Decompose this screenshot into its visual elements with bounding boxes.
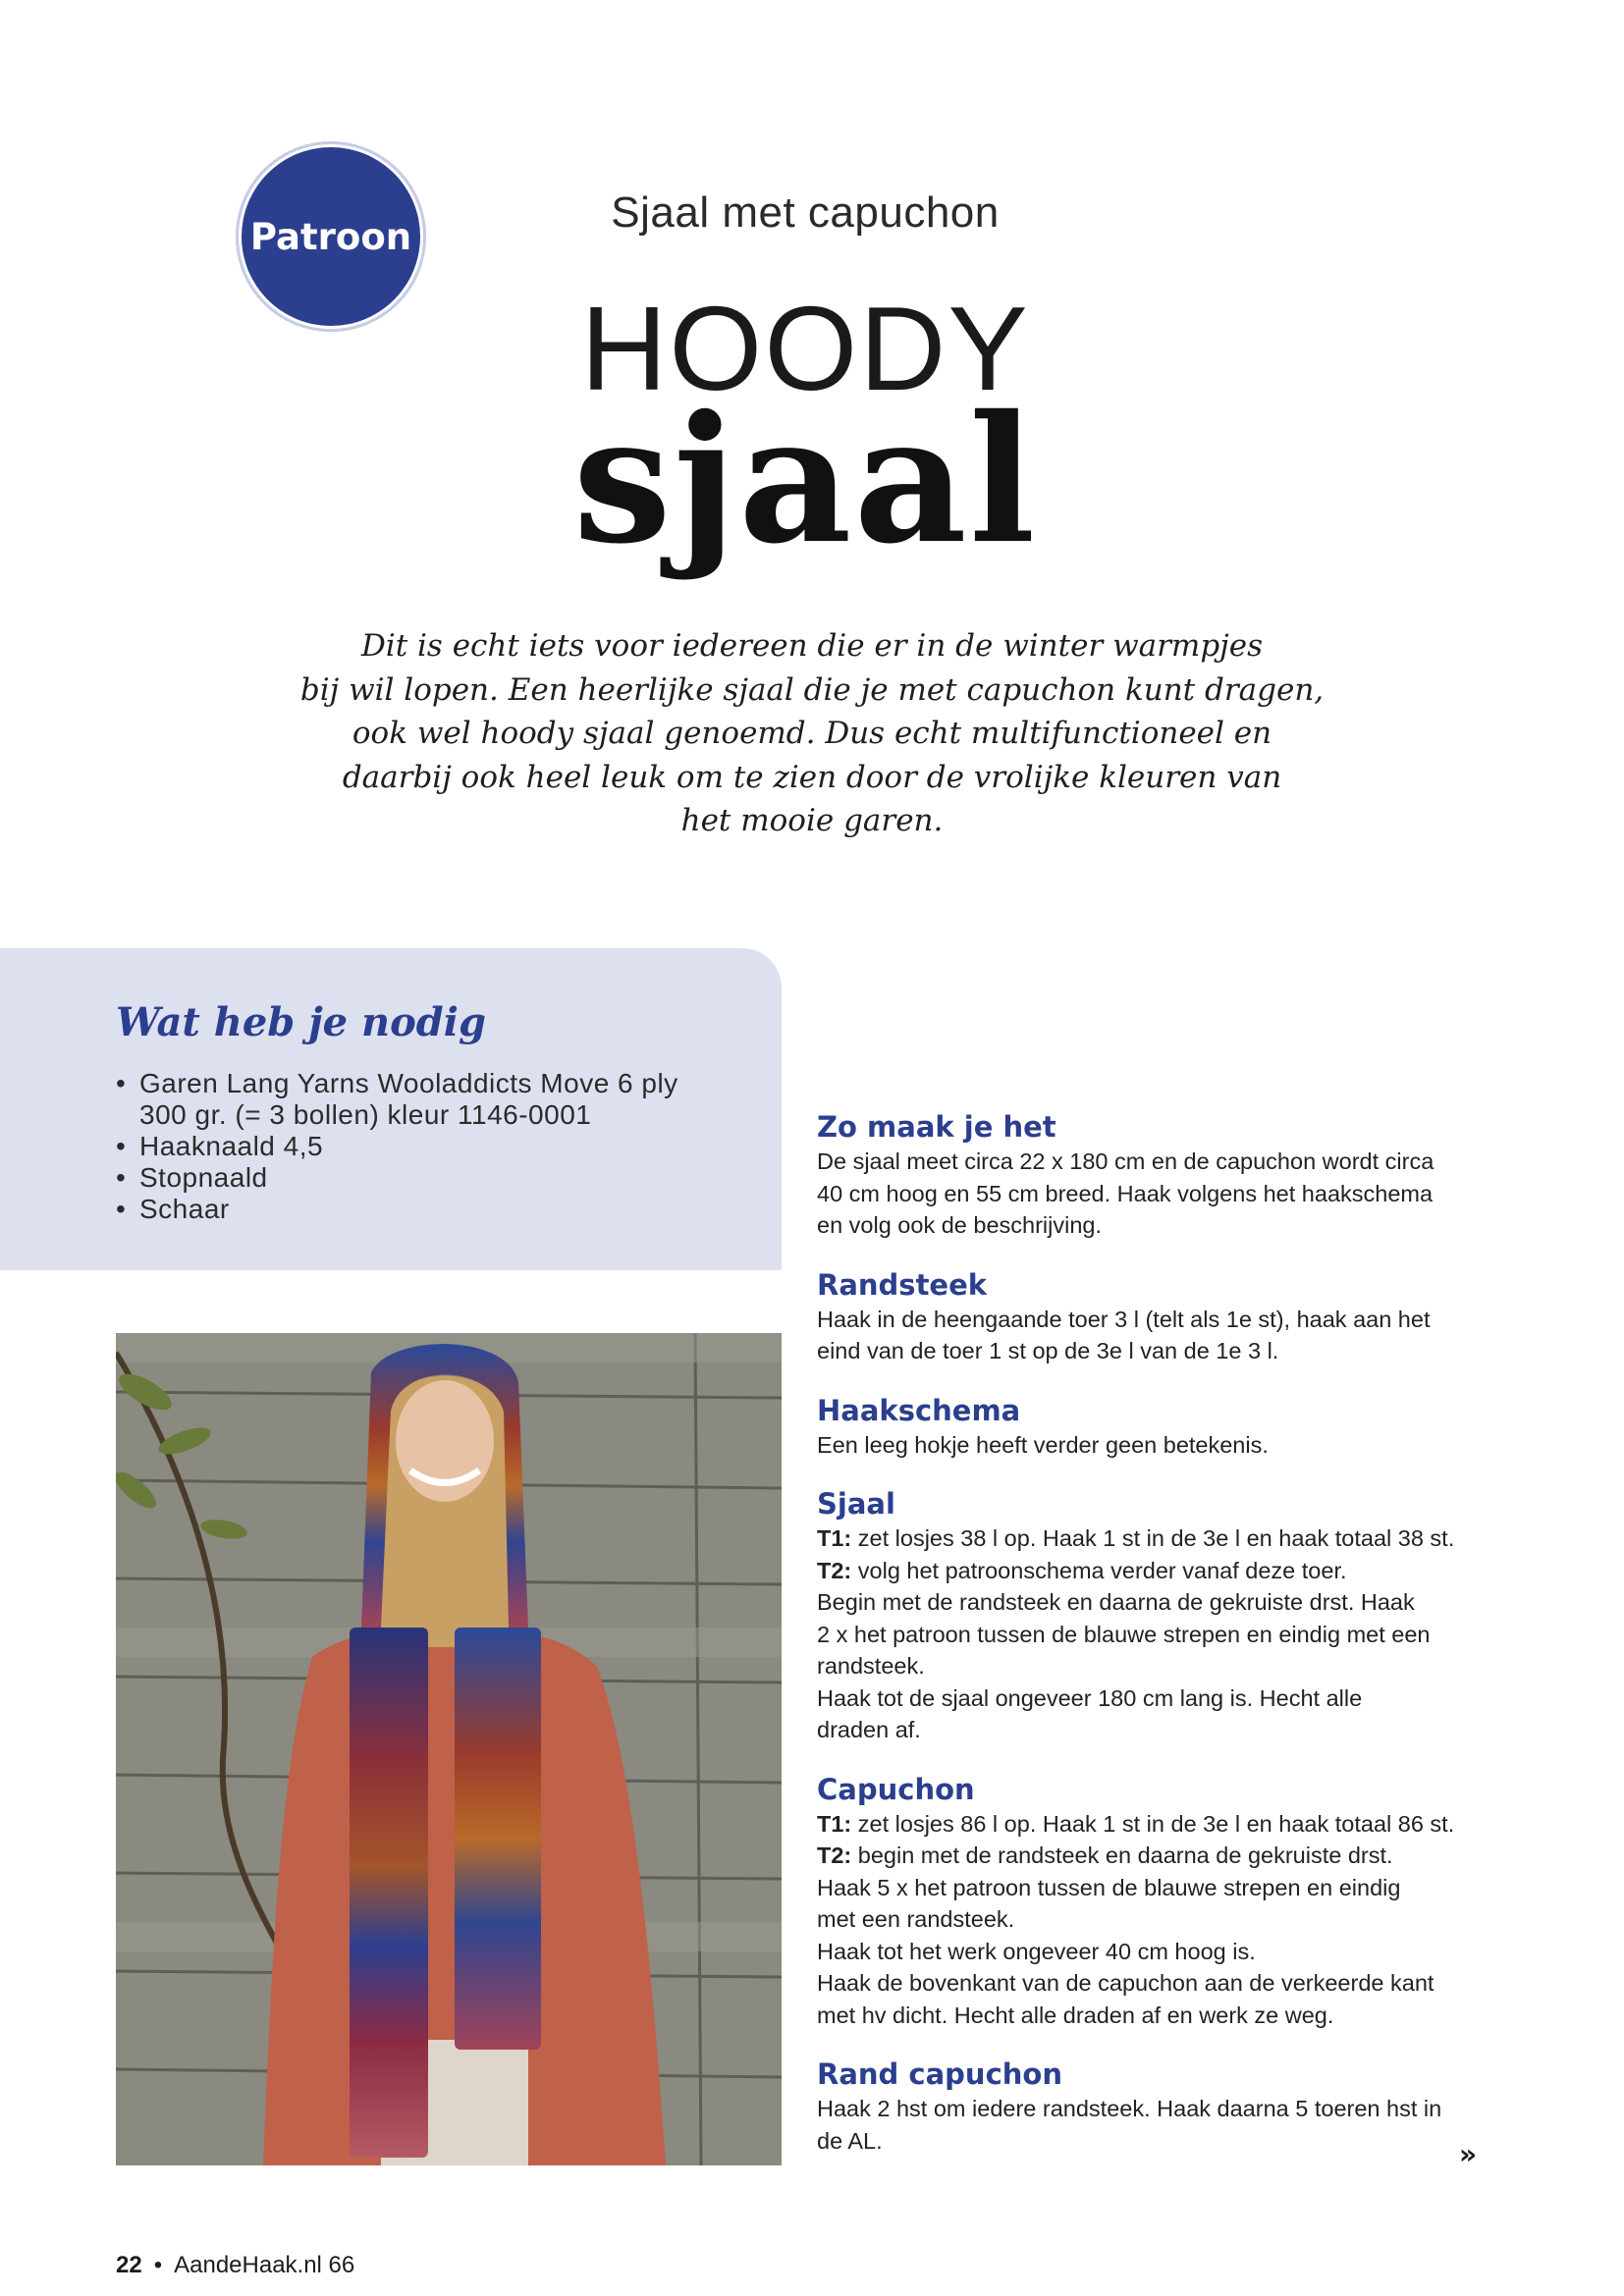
section-capuchon — [817, 1772, 1494, 2032]
bullet-icon: • — [116, 1162, 127, 1193]
materials-item: • Garen Lang Yarns Wooladdicts Move 6 ply — [116, 1068, 678, 1098]
intro-line: ook wel hoody sjaal genoemd. Dus echt multifunctioneel en — [352, 716, 1272, 751]
materials-item-continuation: 300 gr. (= 3 bollen) kleur 1146-0001 — [139, 1099, 592, 1130]
patroon-badge — [242, 147, 420, 326]
text-line: en volg ook de beschrijving. — [817, 1212, 1103, 1238]
row-instruction: T1: zet losjes 86 l op. Haak 1 st in de 3e l en haak totaal 86 st. — [817, 1810, 1455, 1837]
footer-separator: • — [153, 2252, 163, 2278]
text-line: eind van de toer 1 st op de 3e l van de 1e 3 l. — [817, 1338, 1279, 1363]
section-heading: Randsteek — [817, 1267, 988, 1302]
intro-paragraph — [275, 624, 1349, 843]
bullet-icon: • — [116, 1194, 127, 1224]
row-instruction: T2: begin met de randsteek en daarna de gekruiste drst. — [817, 1842, 1393, 1868]
section-heading: Zo maak je het — [817, 1110, 1056, 1144]
instructions-column — [817, 1109, 1494, 2182]
intro-line: daarbij ook heel leuk om te zien door de vrolijke kleuren van — [342, 759, 1282, 795]
bullet-icon: • — [116, 1131, 127, 1161]
intro-line: Dit is echt iets voor iedereen die er in de winter warmpjes — [360, 628, 1264, 664]
text-line: Haak tot het werk ongeveer 40 cm hoog is. — [817, 1938, 1256, 1964]
row-instruction: T2: volg het patroonschema verder vanaf deze toer. — [817, 1557, 1347, 1583]
section-heading: Capuchon — [817, 1772, 975, 1806]
materials-item: • Haaknaald 4,5 — [116, 1131, 324, 1161]
text-line: Haak de bovenkant van de capuchon aan de verkeerde kant — [817, 1970, 1435, 1996]
section-rand-capuchon — [817, 2056, 1494, 2157]
text-line: 40 cm hoog en 55 cm breed. Haak volgens het haakschema — [817, 1180, 1434, 1206]
text-line: met hv dicht. Hecht alle draden af en werk ze weg. — [817, 2002, 1334, 2028]
publication-name: AandeHaak.nl 66 — [174, 2252, 355, 2278]
section-sjaal — [817, 1486, 1494, 1746]
page-number: 22 — [116, 2252, 142, 2278]
text-line: Haak in de heengaande toer 3 l (telt als 1e st), haak aan het — [817, 1306, 1431, 1332]
text-line: de AL. — [817, 2127, 883, 2154]
materials-item: • Schaar — [116, 1194, 230, 1224]
continue-arrow-icon: » — [1459, 2138, 1478, 2170]
text-line: 2 x het patroon tussen de blauwe strepen en eindig met een — [817, 1621, 1431, 1647]
model-photo — [116, 1333, 782, 2165]
patroon-badge-label: Patroon — [249, 215, 412, 258]
materials-list — [116, 1068, 744, 1225]
section-zo-maak-je-het — [817, 1109, 1494, 1242]
model-photo-illustration — [116, 1333, 782, 2165]
row-instruction: T1: zet losjes 38 l op. Haak 1 st in de 3e l en haak totaal 38 st. — [817, 1525, 1455, 1551]
intro-line: het mooie garen. — [680, 803, 944, 838]
text-line: randsteek. — [817, 1653, 925, 1679]
intro-line: bij wil lopen. Een heerlijke sjaal die je met capuchon kunt dragen, — [299, 671, 1325, 708]
title-line-sjaal: sjaal — [572, 377, 1038, 582]
text-line: Begin met de randsteek en daarna de gekruiste drst. Haak — [817, 1589, 1415, 1615]
section-heading: Haakschema — [817, 1393, 1021, 1427]
materials-item: • Stopnaald — [116, 1162, 268, 1193]
section-randsteek — [817, 1267, 1494, 1367]
page-subtitle: Sjaal met capuchon — [611, 188, 1000, 237]
title-line-hoody: HOODY — [580, 282, 1030, 415]
section-haakschema — [817, 1393, 1494, 1462]
section-heading: Rand capuchon — [817, 2057, 1062, 2091]
text-line: De sjaal meet circa 22 x 180 cm en de capuchon wordt circa — [817, 1148, 1435, 1174]
text-line: draden af. — [817, 1717, 921, 1742]
bullet-icon: • — [116, 1068, 127, 1098]
page-footer — [116, 2252, 354, 2279]
section-heading: Sjaal — [817, 1487, 895, 1521]
text-line: met een randsteek. — [817, 1906, 1015, 1932]
materials-title: Wat heb je nodig — [116, 999, 486, 1045]
text-line: Een leeg hokje heeft verder geen betekenis. — [817, 1431, 1269, 1458]
text-line: Haak tot de sjaal ongeveer 180 cm lang is. Hecht alle — [817, 1684, 1363, 1711]
text-line: Haak 2 hst om iedere randsteek. Haak daarna 5 toeren hst in — [817, 2096, 1442, 2121]
text-line: Haak 5 x het patroon tussen de blauwe strepen en eindig — [817, 1874, 1401, 1900]
